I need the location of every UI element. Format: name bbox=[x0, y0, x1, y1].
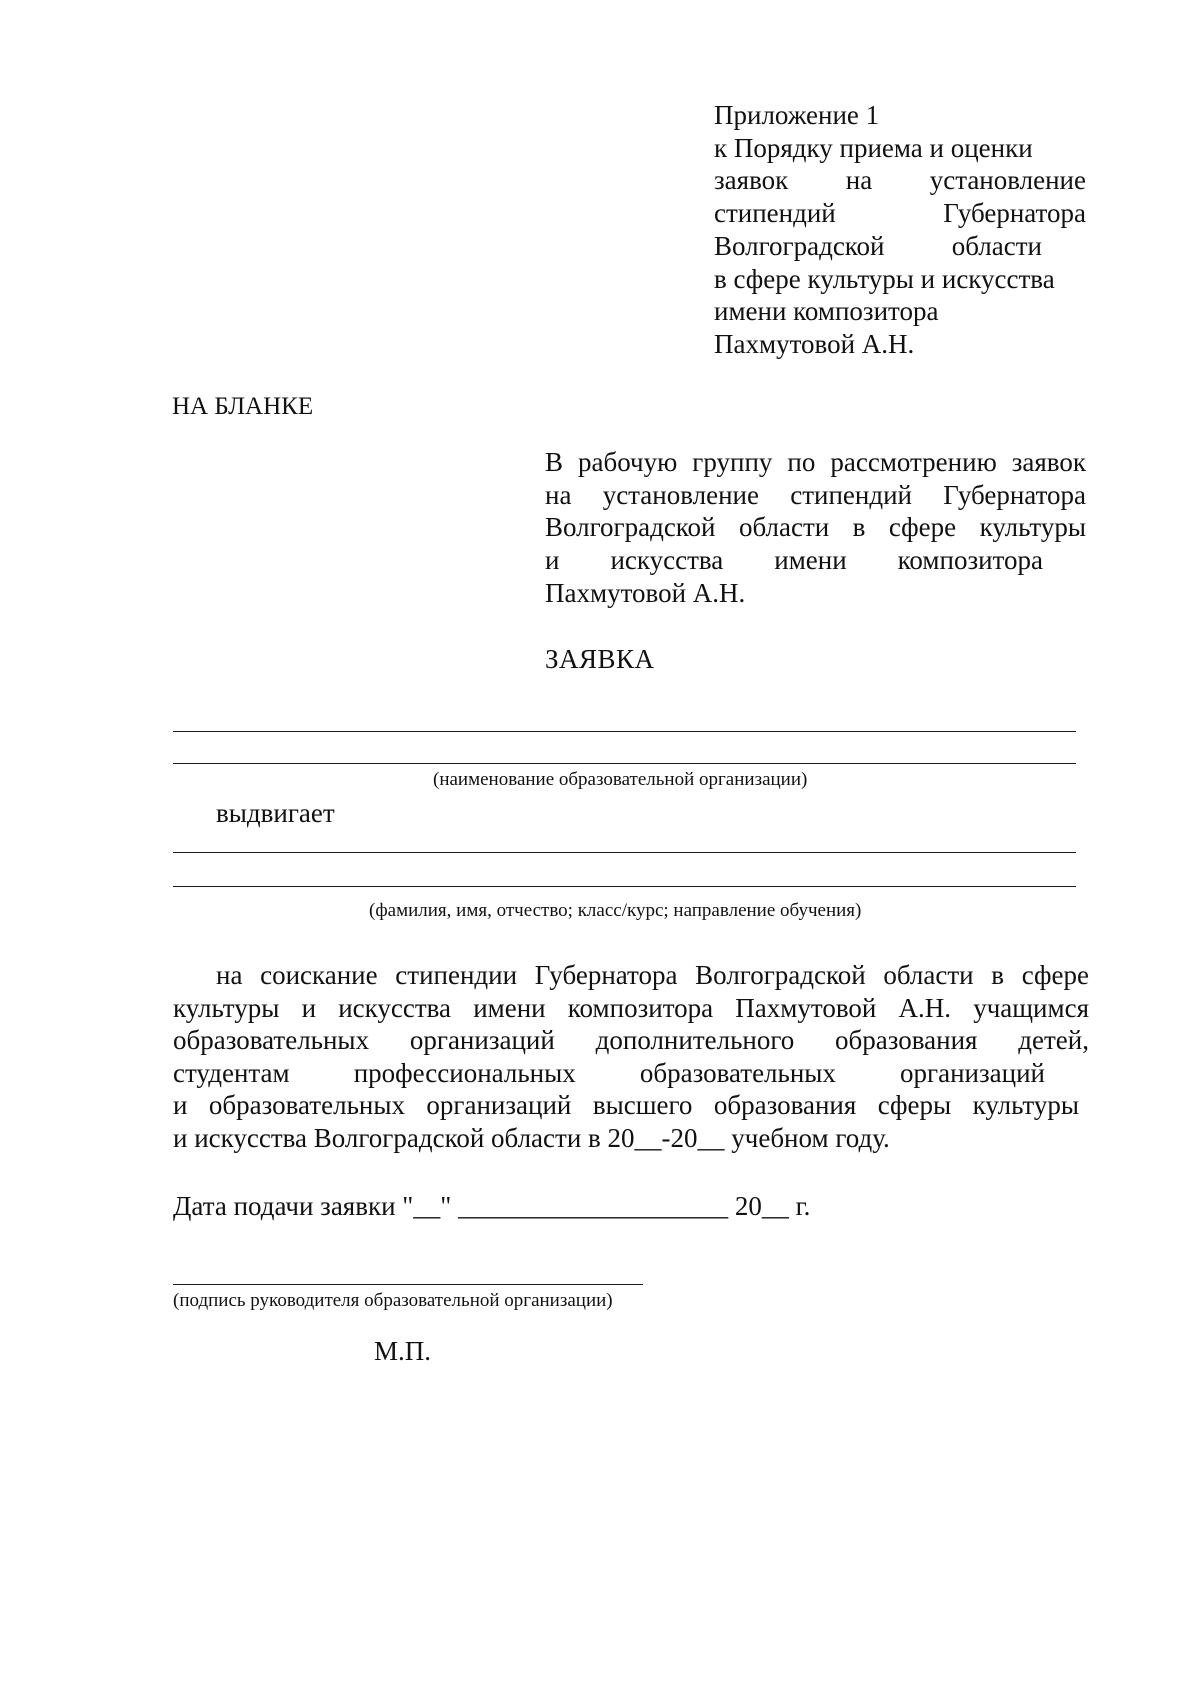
org-caption: (наименование образовательной организации) bbox=[433, 769, 808, 790]
stamp-place-label: М.П. bbox=[374, 1336, 432, 1366]
signature-caption: (подпись руководителя образовательной организации) bbox=[173, 1290, 613, 1311]
document-title: ЗАЯВКА bbox=[545, 644, 655, 674]
appendix-line-4: стипендий Губернатора bbox=[714, 198, 1086, 229]
appendix-line-6: в сфере культуры и искусства bbox=[714, 263, 1055, 294]
appendix-block bbox=[714, 99, 1086, 361]
letterhead-note: НА БЛАНКЕ bbox=[172, 393, 314, 420]
addressee-line-5: Пахмутовой А.Н. bbox=[545, 577, 746, 608]
person-caption: (фамилия, имя, отчество; класс/курс; направление обучения) bbox=[369, 900, 862, 921]
person-fill-line-2 bbox=[173, 886, 1076, 887]
body-paragraph bbox=[173, 959, 1089, 1155]
appendix-line-2: к Порядку приема и оценки bbox=[714, 132, 1033, 163]
nominates-label: выдвигает bbox=[216, 798, 335, 828]
appendix-line-3: заявок на установление bbox=[714, 165, 1086, 196]
body-line-2: культуры и искусства имени композитора Пахмутовой А.Н. учащимся bbox=[173, 992, 1089, 1023]
submission-date-line: Дата подачи заявки "__" ____________________ 20__ г. bbox=[173, 1191, 811, 1221]
appendix-line-1: Приложение 1 bbox=[714, 100, 880, 130]
addressee-line-2: на установление стипендий Губернатора bbox=[545, 479, 1086, 510]
appendix-line-5: Волгоградской области bbox=[714, 230, 1042, 261]
addressee-line-3: Волгоградской области в сфере культуры bbox=[545, 512, 1086, 543]
appendix-line-8: Пахмутовой А.Н. bbox=[714, 328, 915, 359]
org-fill-line-2 bbox=[173, 763, 1076, 764]
addressee-line-1: В рабочую группу по рассмотрению заявок bbox=[545, 447, 1086, 477]
body-line-4: студентам профессиональных образовательных организаций bbox=[173, 1057, 1045, 1088]
addressee-block bbox=[545, 446, 1086, 610]
body-line-1: на соискание стипендии Губернатора Волгоградской области в сфере bbox=[216, 960, 1089, 990]
body-line-3: образовательных организаций дополнительного образования детей, bbox=[173, 1025, 1089, 1056]
body-line-5: и образовательных организаций высшего образования сферы культуры bbox=[173, 1090, 1079, 1121]
body-line-6: и искусства Волгоградской области в 20__-20__ учебном году. bbox=[173, 1122, 890, 1153]
signature-line bbox=[173, 1284, 643, 1285]
org-fill-line-1 bbox=[173, 731, 1076, 732]
person-fill-line-1 bbox=[173, 852, 1076, 853]
appendix-line-7: имени композитора bbox=[714, 296, 939, 327]
addressee-line-4: и искусства имени композитора bbox=[545, 545, 1043, 576]
